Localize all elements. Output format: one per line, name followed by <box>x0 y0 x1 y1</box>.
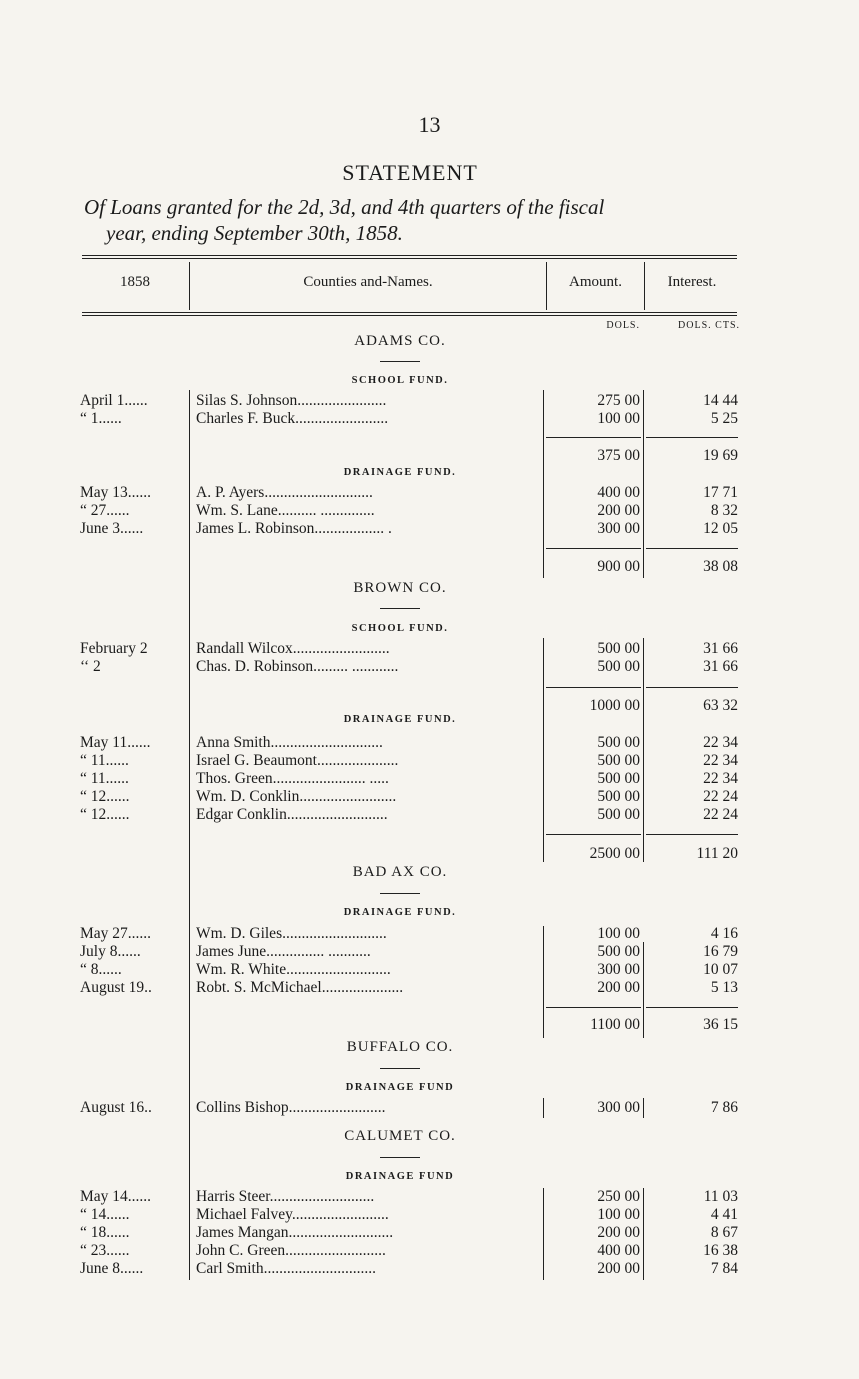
row-interest: 31 66 <box>703 658 738 675</box>
row-interest: 4 41 <box>710 1206 738 1223</box>
subtitle-line-1: Of Loans granted for the 2d, 3d, and 4th quarters of the fiscal <box>84 195 605 219</box>
row-date: May 27...... <box>80 925 152 942</box>
row-name: Wm. D. Giles........................... <box>196 925 387 942</box>
row-name: Israel G. Beaumont..................... <box>196 752 399 769</box>
row-amount: 200 00 <box>597 979 640 996</box>
row-date: April 1...... <box>80 392 148 409</box>
fund-heading: DRAINAGE FUND. <box>343 907 457 918</box>
table-row <box>0 1206 859 1224</box>
row-date: “ 11...... <box>80 770 129 787</box>
subtotal-interest: 19 69 <box>703 447 738 464</box>
row-interest: 22 34 <box>703 734 738 751</box>
total-line <box>546 548 641 549</box>
table-row <box>0 1188 859 1206</box>
row-interest: 11 03 <box>703 1188 738 1205</box>
row-name: Edgar Conklin.......................... <box>196 806 388 823</box>
row-interest: 7 86 <box>710 1099 738 1116</box>
total-line <box>546 1007 641 1008</box>
row-name: A. P. Ayers............................ <box>196 484 373 501</box>
row-name: Anna Smith............................. <box>196 734 383 751</box>
row-interest: 22 34 <box>703 752 738 769</box>
row-amount: 300 00 <box>597 520 640 537</box>
fund-heading: SCHOOL FUND. <box>351 623 449 634</box>
county-rule <box>380 1157 420 1158</box>
county-rule <box>380 893 420 894</box>
row-date: May 13...... <box>80 484 152 501</box>
county-rule <box>380 608 420 609</box>
subtotal-interest: 36 15 <box>703 1016 738 1033</box>
row-name: Chas. D. Robinson......... ............ <box>196 658 399 675</box>
row-amount: 400 00 <box>597 484 640 501</box>
total-line <box>546 687 641 688</box>
statement-title: STATEMENT <box>342 160 478 185</box>
page-number: 13 <box>418 112 441 137</box>
row-amount: 250 00 <box>597 1188 640 1205</box>
row-interest: 22 34 <box>703 770 738 787</box>
row-amount: 100 00 <box>597 410 640 427</box>
row-amount: 500 00 <box>597 752 640 769</box>
row-interest: 5 25 <box>710 410 738 427</box>
table-row <box>0 925 859 943</box>
row-date: June 8...... <box>80 1260 144 1277</box>
statement-subtitle <box>84 194 744 246</box>
row-interest: 22 24 <box>703 788 738 805</box>
row-name: Harris Steer........................... <box>196 1188 375 1205</box>
subtotal-row <box>0 447 859 465</box>
row-interest: 10 07 <box>703 961 738 978</box>
row-name: James Mangan........................... <box>196 1224 394 1241</box>
row-date: February 2 <box>80 640 148 657</box>
county-heading: CALUMET CO. <box>344 1128 456 1144</box>
row-amount: 275 00 <box>597 392 640 409</box>
subtitle-line-2: year, ending September 30th, 1858. <box>106 221 403 245</box>
fund-heading: DRAINAGE FUND. <box>343 467 457 478</box>
row-interest: 16 79 <box>703 943 738 960</box>
row-name: James L. Robinson.................. . <box>196 520 392 537</box>
total-line <box>646 437 738 438</box>
row-name: Wm. D. Conklin......................... <box>196 788 397 805</box>
subtotal-row <box>0 1016 859 1034</box>
table-row <box>0 502 859 520</box>
row-interest: 16 38 <box>703 1242 738 1259</box>
subtotal-row <box>0 558 859 576</box>
row-date: “ 1...... <box>80 410 122 427</box>
row-date: July 8...... <box>80 943 141 960</box>
subtotal-interest: 111 20 <box>696 845 738 862</box>
fund-heading: DRAINAGE FUND. <box>343 714 457 725</box>
row-name: Silas S. Johnson....................... <box>196 392 387 409</box>
row-interest: 12 05 <box>703 520 738 537</box>
table-row <box>0 520 859 538</box>
row-amount: 400 00 <box>597 1242 640 1259</box>
row-date: “ 23...... <box>80 1242 130 1259</box>
row-interest: 4 16 <box>710 925 738 942</box>
row-interest: 8 32 <box>710 502 738 519</box>
table-row <box>0 979 859 997</box>
row-interest: 8 67 <box>710 1224 738 1241</box>
row-amount: 200 00 <box>597 1260 640 1277</box>
row-name: Wm. R. White........................... <box>196 961 391 978</box>
row-date: “ 12...... <box>80 788 130 805</box>
row-amount: 300 00 <box>597 961 640 978</box>
row-interest: 31 66 <box>703 640 738 657</box>
total-line <box>646 687 738 688</box>
table-row <box>0 1099 859 1117</box>
header-names: Counties and-Names. <box>303 274 433 290</box>
row-interest: 22 24 <box>703 806 738 823</box>
county-heading: ADAMS CO. <box>354 333 446 349</box>
row-name: Thos. Green........................ ..... <box>196 770 389 787</box>
row-amount: 200 00 <box>597 502 640 519</box>
row-name: Charles F. Buck........................ <box>196 410 389 427</box>
county-heading: BUFFALO CO. <box>346 1039 454 1055</box>
row-name: Randall Wilcox......................... <box>196 640 390 657</box>
row-name: Wm. S. Lane.......... .............. <box>196 502 375 519</box>
table-row <box>0 788 859 806</box>
county-heading: BROWN CO. <box>353 580 447 596</box>
row-date: August 16.. <box>80 1099 152 1116</box>
row-amount: 500 00 <box>597 788 640 805</box>
row-name: Collins Bishop......................... <box>196 1099 386 1116</box>
row-amount: 100 00 <box>597 1206 640 1223</box>
subtotal-amount: 1000 00 <box>589 697 640 714</box>
subtotal-amount: 900 00 <box>597 558 640 575</box>
interest-units: DOLS. CTS. <box>678 320 740 331</box>
table-row <box>0 1242 859 1260</box>
table-row <box>0 1260 859 1278</box>
row-date: August 19.. <box>80 979 152 996</box>
header-amount: Amount. <box>569 274 622 290</box>
row-interest: 5 13 <box>710 979 738 996</box>
table-row <box>0 943 859 961</box>
row-date: “ 8...... <box>80 961 122 978</box>
row-interest: 17 71 <box>703 484 738 501</box>
fund-heading: DRAINAGE FUND <box>345 1171 455 1182</box>
table-row <box>0 410 859 428</box>
row-amount: 500 00 <box>597 770 640 787</box>
total-line <box>646 1007 738 1008</box>
row-interest: 7 84 <box>710 1260 738 1277</box>
row-interest: 14 44 <box>703 392 738 409</box>
table-row <box>0 658 859 676</box>
total-line <box>646 834 738 835</box>
row-date: “ 12...... <box>80 806 130 823</box>
row-amount: 500 00 <box>597 640 640 657</box>
subtotal-interest: 38 08 <box>703 558 738 575</box>
fund-heading: SCHOOL FUND. <box>351 375 449 386</box>
fund-heading: DRAINAGE FUND <box>345 1082 455 1093</box>
total-line <box>546 834 641 835</box>
row-amount: 500 00 <box>597 658 640 675</box>
row-amount: 200 00 <box>597 1224 640 1241</box>
header-bottom-rule <box>82 312 737 313</box>
table-row <box>0 734 859 752</box>
row-date: May 11...... <box>80 734 151 751</box>
subtotal-row <box>0 697 859 715</box>
amount-units: DOLS. <box>606 320 640 331</box>
subtotal-interest: 63 32 <box>703 697 738 714</box>
row-name: Robt. S. McMichael..................... <box>196 979 404 996</box>
row-date: ‘‘ 2 <box>80 658 101 675</box>
header-top-rule-2 <box>82 258 737 259</box>
table-row <box>0 484 859 502</box>
header-top-rule <box>82 255 737 256</box>
row-date: “ 18...... <box>80 1224 130 1241</box>
row-amount: 500 00 <box>597 734 640 751</box>
row-name: John C. Green.......................... <box>196 1242 386 1259</box>
header-year: 1858 <box>120 274 150 290</box>
row-date: “ 14...... <box>80 1206 130 1223</box>
table-row <box>0 806 859 824</box>
row-date: “ 27...... <box>80 502 130 519</box>
table-row <box>0 392 859 410</box>
row-amount: 500 00 <box>597 943 640 960</box>
subtotal-row <box>0 845 859 863</box>
row-name: James June............... ........... <box>196 943 371 960</box>
total-line <box>646 548 738 549</box>
table-row <box>0 770 859 788</box>
county-heading: BAD AX CO. <box>352 864 448 880</box>
row-amount: 300 00 <box>597 1099 640 1116</box>
row-name: Carl Smith............................. <box>196 1260 376 1277</box>
table-row <box>0 961 859 979</box>
row-amount: 500 00 <box>597 806 640 823</box>
table-row <box>0 640 859 658</box>
subtotal-amount: 2500 00 <box>589 845 640 862</box>
row-amount: 100 00 <box>597 925 640 942</box>
county-rule <box>380 1068 420 1069</box>
county-rule <box>380 361 420 362</box>
row-date: May 14...... <box>80 1188 152 1205</box>
row-name: Michael Falvey......................... <box>196 1206 389 1223</box>
total-line <box>546 437 641 438</box>
row-date: “ 11...... <box>80 752 129 769</box>
table-row <box>0 1224 859 1242</box>
subtotal-amount: 1100 00 <box>590 1016 640 1033</box>
row-date: June 3...... <box>80 520 144 537</box>
header-bottom-rule-2 <box>82 315 737 316</box>
header-interest: Interest. <box>667 274 717 290</box>
subtotal-amount: 375 00 <box>597 447 640 464</box>
table-row <box>0 752 859 770</box>
